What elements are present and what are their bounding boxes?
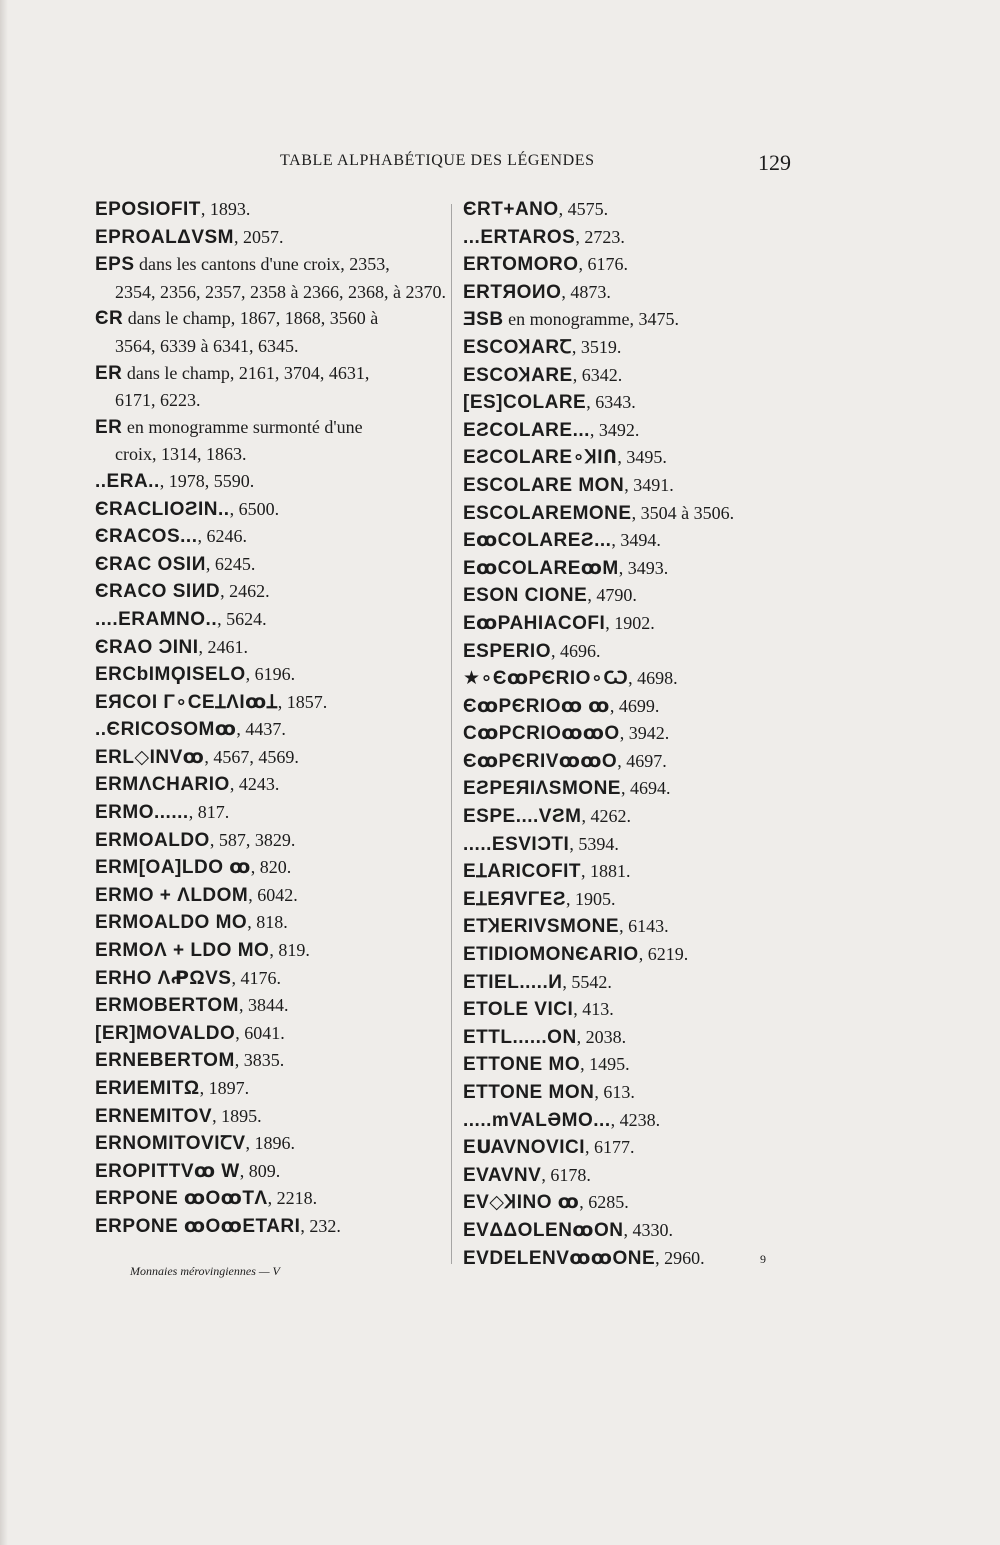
entry-references: dans le champ, 2161, 3704, 4631, (122, 362, 370, 383)
entry-legend: EROPITTVꝏ W (95, 1160, 240, 1182)
index-entry (95, 799, 455, 827)
entry-legend: ETTONE MON (463, 1082, 595, 1103)
entry-legend: ERCbIMϘISELO (95, 664, 246, 686)
entry-references: , 5394. (569, 833, 619, 854)
entry-references: , 2461. (198, 636, 249, 657)
entry-legend: ERNEBERTOM (95, 1050, 235, 1072)
index-entry (463, 913, 793, 941)
index-entry (95, 882, 455, 910)
entry-legend: ERTOMORO (463, 254, 579, 276)
entry-legend: ETTL......ON (463, 1026, 577, 1048)
entry-legend: ЄRACLIOƧIN.. (95, 498, 230, 520)
entry-legend: ERHO ΛꝒΩVS (95, 967, 232, 989)
entry-legend: ЄꝏPЄRIOꝏ ꝏ (463, 695, 610, 717)
index-entry (463, 582, 793, 610)
index-entry (95, 744, 455, 772)
entry-references: , 2960. (655, 1247, 705, 1268)
entry-legend: ERMO + ΛLDOM (95, 884, 249, 906)
index-entry (95, 1185, 455, 1213)
index-entry (95, 716, 455, 744)
entry-references: , 3493. (618, 557, 669, 578)
entry-references: , 820. (250, 857, 292, 878)
index-entry (463, 279, 793, 307)
entry-legend: ...ERTAROS (463, 226, 576, 248)
entry-legend: ERL◇INVꝏ (95, 746, 205, 768)
entry-references: , 1905. (566, 888, 616, 909)
entry-legend: EꞱARICOFIT (463, 861, 581, 883)
entry-references: , 6177. (585, 1137, 635, 1158)
page-number: 129 (758, 150, 791, 175)
index-entry (95, 414, 455, 468)
entry-references: , 1893. (200, 199, 251, 219)
entry-legend: ESON CIONE (463, 585, 588, 607)
running-header-title: TABLE ALPHABÉTIQUE DES LÉGENDES (280, 152, 595, 169)
entry-legend: EꝏCOLAREꝏM (463, 557, 619, 579)
entry-references: , 6285. (579, 1192, 629, 1213)
entry-legend: ERMOBERTOM (95, 995, 239, 1017)
entry-legend: ERPONE ꝏOꝏTΛ (95, 1188, 268, 1210)
entry-legend: ERNEMITOV (95, 1105, 213, 1127)
entry-references: , 4873. (561, 281, 611, 302)
index-entry (463, 886, 793, 914)
index-entry (95, 496, 455, 524)
entry-references: dans le champ, 1867, 1868, 3560 à (123, 308, 379, 329)
entry-references: , 6246. (197, 526, 247, 547)
index-entry (463, 1162, 793, 1190)
index-entry (463, 555, 793, 583)
entry-continuation: 6171, 6223. (115, 390, 201, 411)
entry-references: , 809. (239, 1160, 281, 1181)
entry-references: , 1896. (245, 1133, 296, 1154)
entry-legend: EꝏCOLAREƧ... (463, 530, 612, 552)
entry-references: , 4262. (581, 806, 631, 827)
entry-legend: EꞱEЯVΓEƧ (463, 888, 567, 910)
entry-legend: ЄꝏPЄRIVꝏꝏO (463, 750, 618, 772)
entry-legend: ETꞰERIVSMONE (463, 916, 620, 938)
index-entry (463, 831, 793, 859)
entry-legend: ETIEL.....И (463, 971, 563, 993)
index-entry (463, 1024, 793, 1052)
index-entry (95, 578, 455, 606)
entry-legend: EƧCOLARE∘ꞰIՈ (463, 447, 618, 469)
entry-references: , 4243. (229, 774, 280, 795)
index-entry (95, 360, 455, 414)
entry-legend: [ER]MOVALDO (95, 1022, 236, 1044)
entry-references: , 3504 à 3506. (631, 502, 735, 523)
index-entry (463, 693, 793, 721)
index-entry (463, 748, 793, 776)
index-entry (463, 638, 793, 666)
entry-legend: EVΔΔOLENꝏON (463, 1219, 624, 1241)
entry-references: , 5624. (217, 608, 267, 629)
right-column (463, 196, 793, 1272)
entry-references: , 5542. (562, 971, 612, 992)
index-entry (463, 775, 793, 803)
index-entry (463, 196, 793, 224)
index-entry (463, 472, 793, 500)
index-entry (95, 551, 455, 579)
index-entry (95, 965, 455, 993)
entry-legend: EVAVNV (463, 1164, 542, 1186)
index-entry (463, 306, 793, 334)
entry-references: , 4699. (609, 695, 660, 716)
entry-continuation: 2354, 2356, 2357, 2358 à 2366, 2368, à 2370. (115, 281, 446, 302)
index-entry (95, 1103, 455, 1131)
entry-legend: EV◇ꞰINO ꝏ (463, 1192, 580, 1214)
entry-legend: ERNOMITOVIꞆV (95, 1133, 246, 1155)
index-entry (95, 1158, 455, 1186)
index-entry (463, 500, 793, 528)
entry-references: , 3492. (589, 419, 640, 440)
entry-references: , 4694. (620, 778, 671, 799)
entry-legend: ERMOΛ + LDO MO (95, 940, 270, 962)
index-entry (95, 771, 455, 799)
entry-legend: EƧPEЯIΛSMONE (463, 778, 621, 800)
index-entry (463, 1079, 793, 1107)
entry-references: , 3519. (571, 336, 622, 357)
index-entry (463, 610, 793, 638)
index-entry (463, 389, 793, 417)
entry-legend: ЄRACO SIИD (95, 581, 221, 603)
index-entry (463, 1107, 793, 1135)
entry-references: , 4697. (617, 750, 667, 771)
index-entry (95, 224, 455, 252)
entry-references: , 4330. (623, 1219, 673, 1240)
index-entry (463, 1051, 793, 1079)
entry-references: , 2218. (267, 1188, 318, 1209)
index-entry (463, 1245, 793, 1273)
entry-references: , 6041. (235, 1022, 285, 1043)
entry-references: dans les cantons d'une croix, 2353, (134, 254, 390, 275)
entry-references: , 6176. (578, 254, 629, 275)
gathering-signature-mark: 9 (760, 1252, 766, 1266)
entry-legend: [ES]COLARE (463, 392, 587, 414)
entry-references: , 6178. (541, 1164, 591, 1185)
entry-references: , 819. (269, 940, 310, 961)
entry-legend: EPS (95, 254, 135, 276)
index-entry (463, 1134, 793, 1162)
entry-legend: EPROALΔVSM (95, 226, 235, 248)
entry-continuation: 3564, 6339 à 6341, 6345. (115, 335, 299, 356)
entry-references: , 818. (247, 912, 288, 933)
entry-legend: ЄRAC OSIИ (95, 553, 206, 575)
entry-legend: .....ESVIƆTI (463, 833, 570, 855)
entry-legend: CꝏPCRIOꝏꝏO (463, 723, 620, 745)
index-entry (463, 362, 793, 390)
entry-references: , 3491. (624, 474, 674, 495)
entry-references: , 6042. (248, 884, 298, 905)
index-entry (95, 1130, 455, 1158)
entry-legend: ..ЄRICOSOMꝏ (95, 719, 237, 741)
entry-legend: ETTONE MO (463, 1054, 581, 1076)
index-entry (463, 665, 793, 693)
entry-references: , 1881. (580, 861, 631, 882)
footer-signature-line: Monnaies mérovingiennes — V (130, 1264, 280, 1278)
entry-references: , 6342. (572, 364, 623, 385)
index-entry (95, 827, 455, 855)
entry-references: , 4176. (231, 967, 281, 988)
entry-legend: ERMΛCHARIO (95, 774, 230, 796)
index-entry (95, 661, 455, 689)
index-entry (95, 1075, 455, 1103)
entry-references: , 4696. (550, 640, 601, 661)
entry-references: , 6245. (205, 553, 256, 574)
entry-references: , 232. (300, 1215, 341, 1236)
entry-legend: ..ERA.. (95, 470, 160, 492)
index-entry (95, 1047, 455, 1075)
index-entry (463, 996, 793, 1024)
entry-references: , 817. (188, 802, 230, 823)
entry-continuation: croix, 1314, 1863. (115, 444, 247, 465)
entry-legend: EPOSIOFIT (95, 199, 201, 220)
entry-references: , 6143. (619, 916, 669, 937)
entry-legend: ERTЯOИO (463, 281, 562, 303)
entry-references: , 413. (573, 999, 614, 1020)
index-entry (463, 969, 793, 997)
index-entry (95, 606, 455, 634)
entry-legend: ERPONE ꝏOꝏETARI (95, 1215, 301, 1237)
entry-references: , 4567, 4569. (204, 746, 299, 767)
entry-legend: ESCOꞰARE (463, 364, 573, 386)
index-entry (95, 1213, 455, 1241)
page-edge-shadow (0, 0, 8, 1545)
entry-legend: ERM[OA]LDO ꝏ (95, 857, 251, 879)
entry-references: , 6196. (245, 664, 296, 685)
index-entry (463, 444, 793, 472)
entry-legend: EՍAVNOVICI (463, 1137, 585, 1159)
index-entry (95, 468, 455, 496)
entry-references: , 587, 3829. (209, 829, 296, 850)
index-entry (463, 334, 793, 362)
entry-legend: ESCOLAREMONE (463, 502, 632, 524)
entry-references: , 3835. (234, 1050, 285, 1071)
index-entry (463, 527, 793, 555)
entry-legend: ★∘ЄꝏPЄRIO∘Ѡ (463, 668, 629, 690)
index-entry (463, 417, 793, 445)
entry-legend: ESPERIO (463, 640, 551, 662)
entry-legend: ЄRT+ANO (463, 199, 559, 220)
entry-references: , 4790. (587, 585, 637, 606)
entry-references: , 3942. (619, 723, 670, 744)
entry-references: , 6219. (638, 944, 689, 965)
index-entry (95, 305, 455, 359)
entry-references: , 1902. (605, 612, 655, 633)
index-entry (95, 854, 455, 882)
entry-references: , 1495. (580, 1054, 630, 1075)
entry-references: , 1857. (277, 691, 328, 712)
entry-references: , 6500. (229, 498, 280, 519)
index-entry (95, 992, 455, 1020)
entry-references: , 3844. (238, 995, 289, 1016)
entry-legend: ....ERAMNO.. (95, 608, 218, 630)
entry-legend: ЄRAO ƆINI (95, 636, 199, 658)
entry-references: , 2723. (575, 226, 625, 247)
index-entry (95, 523, 455, 551)
entry-references: , 2057. (234, 226, 284, 247)
entry-references: , 2038. (576, 1026, 627, 1047)
entry-references: en monogramme, 3475. (503, 309, 680, 330)
index-entry (463, 858, 793, 886)
entry-legend: EꝏPAHIACOFI (463, 612, 606, 634)
left-column (95, 196, 455, 1241)
entry-references: , 613. (594, 1082, 635, 1102)
entry-references: , 1895. (212, 1105, 262, 1126)
index-entry (463, 224, 793, 252)
entry-references: , 1897. (199, 1078, 250, 1098)
entry-legend: EЯCOI Γ∘CEꞱΛIꝏꞱ (95, 691, 278, 713)
entry-legend: ERMO...... (95, 802, 189, 824)
entry-references: , 4238. (610, 1109, 661, 1130)
entry-legend: ESCOꞰARꞆ (463, 336, 572, 358)
entry-legend: ƎSB (463, 309, 504, 331)
entry-legend: EVDELENVꝏꝏONE (463, 1247, 656, 1269)
index-entry (463, 803, 793, 831)
entry-legend: ЄR (95, 308, 124, 330)
index-entry (95, 689, 455, 717)
entry-legend: EƧCOLARE... (463, 419, 590, 441)
index-entry (95, 1020, 455, 1048)
index-entry (463, 1189, 793, 1217)
entry-legend: ЄRACOS... (95, 526, 198, 548)
entry-legend: ER (95, 362, 123, 384)
entry-legend: ETOLE VICI (463, 999, 574, 1021)
entry-legend: ESPE....VƧM (463, 806, 582, 828)
entry-references: , 2462. (220, 581, 270, 602)
entry-legend: ER (95, 416, 123, 438)
entry-references: , 3494. (611, 530, 661, 551)
entry-legend: ERИEMITΩ (95, 1078, 200, 1099)
entry-references: en monogramme surmonté d'une (122, 416, 363, 437)
entry-legend: ESCOLARE MON (463, 474, 625, 496)
index-entry (95, 909, 455, 937)
index-entry (95, 937, 455, 965)
index-entry (463, 941, 793, 969)
entry-legend: .....mVALƏMO... (463, 1109, 611, 1131)
entry-references: , 4698. (628, 668, 678, 689)
entry-references: , 3495. (617, 447, 667, 468)
entry-references: , 1978, 5590. (159, 470, 255, 491)
entry-legend: ERMOALDO MO (95, 912, 248, 934)
index-entry (95, 634, 455, 662)
entry-legend: ERMOALDO (95, 829, 210, 851)
index-entry (463, 1217, 793, 1245)
entry-references: , 6343. (586, 392, 636, 413)
index-entry (95, 251, 455, 305)
entry-references: , 4437. (236, 719, 286, 740)
index-entry (463, 720, 793, 748)
index-entry (463, 251, 793, 279)
index-entry (95, 196, 455, 224)
entry-legend: ETIDIOMONЄARIO (463, 944, 639, 966)
entry-references: , 4575. (558, 199, 609, 219)
